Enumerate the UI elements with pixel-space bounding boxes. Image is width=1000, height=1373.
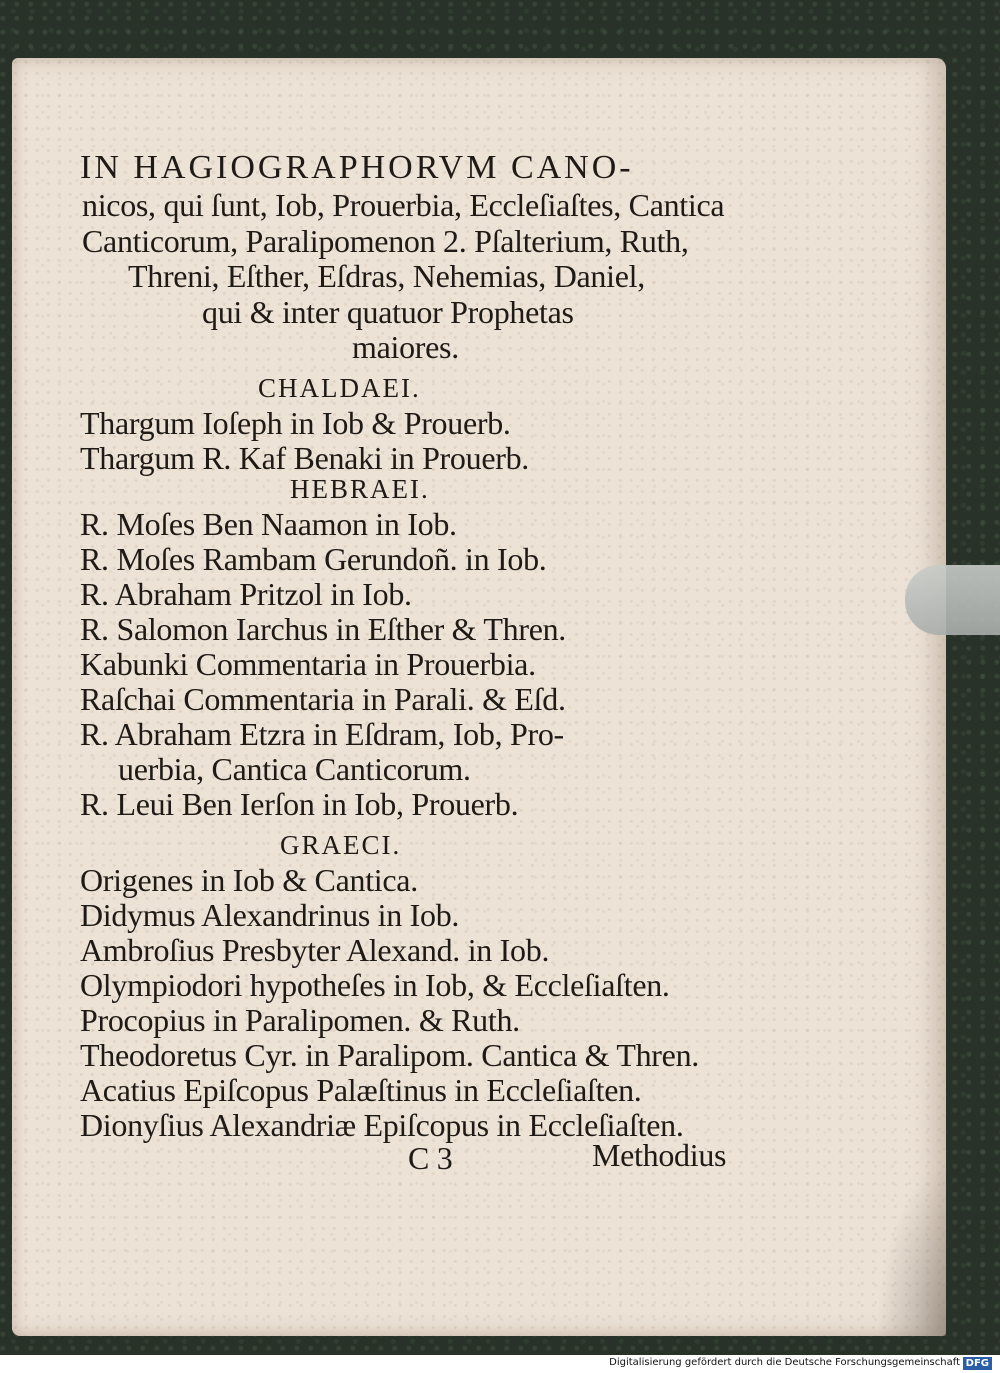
heading-line-4: Threni, Eſther, Eſdras, Nehemias, Daniel,: [128, 258, 645, 294]
footer-credit: Digitalisierung gefördert durch die Deutsche Forschungsgemeinschaft: [609, 1357, 960, 1368]
section-title-hebraei: HEBRAEI.: [290, 474, 430, 504]
list-item: Raſchai Commentaria in Parali. & Eſd.: [80, 681, 566, 717]
list-item: Theodoretus Cyr. in Paralipom. Cantica & Thren.: [80, 1037, 699, 1073]
list-item: Origenes in Iob & Cantica.: [80, 862, 418, 898]
list-item: Didymus Alexandrinus in Iob.: [80, 897, 460, 933]
list-item: R. Salomon Iarchus in Eſther & Thren.: [80, 611, 566, 647]
heading-line-2: nicos, qui ſunt, Iob, Prouerbia, Eccleſiaſtes, Cantica: [82, 187, 725, 223]
section-title-graeci: GRAECI.: [280, 830, 402, 860]
list-item: Thargum Ioſeph in Iob & Prouerb.: [80, 405, 511, 441]
list-item: R. Leui Ben Ierſon in Iob, Prouerb.: [80, 786, 519, 822]
list-item: Dionyſius Alexandriæ Epiſcopus in Eccleſiaſten.: [80, 1107, 684, 1143]
list-item: R. Abraham Pritzol in Iob.: [80, 576, 412, 612]
heading-line-5: qui & inter quatuor Prophetas: [202, 294, 574, 330]
dfg-logo-icon: DFG: [963, 1357, 992, 1370]
list-item: Procopius in Paralipomen. & Ruth.: [80, 1002, 520, 1038]
list-item: Acatius Epiſcopus Palæſtinus in Eccleſiaſten.: [80, 1072, 642, 1108]
heading-line-6: maiores.: [352, 329, 459, 365]
catchword: Methodius: [592, 1137, 727, 1173]
list-item: R. Moſes Ben Naamon in Iob.: [80, 506, 457, 542]
list-item: Olympiodori hypotheſes in Iob, & Eccleſiaſten.: [80, 967, 670, 1003]
section-title-chaldaei: CHALDAEI.: [258, 373, 421, 403]
list-item: Kabunki Commentaria in Prouerbia.: [80, 646, 536, 682]
heading-line-1: IN HAGIOGRAPHORVM CANO-: [80, 149, 634, 186]
list-item: R. Moſes Rambam Gerundoñ. in Iob.: [80, 541, 547, 577]
heading-line-3: Canticorum, Paralipomenon 2. Pſalterium, Ruth,: [82, 223, 689, 259]
list-item: Ambroſius Presbyter Alexand. in Iob.: [80, 932, 550, 968]
list-item: R. Abraham Etzra in Eſdram, Iob, Pro-: [80, 716, 564, 752]
signature-mark: C 3: [408, 1140, 453, 1176]
list-item: Thargum R. Kaf Benaki in Prouerb.: [80, 440, 529, 476]
list-item: uerbia, Cantica Canticorum.: [118, 751, 471, 787]
